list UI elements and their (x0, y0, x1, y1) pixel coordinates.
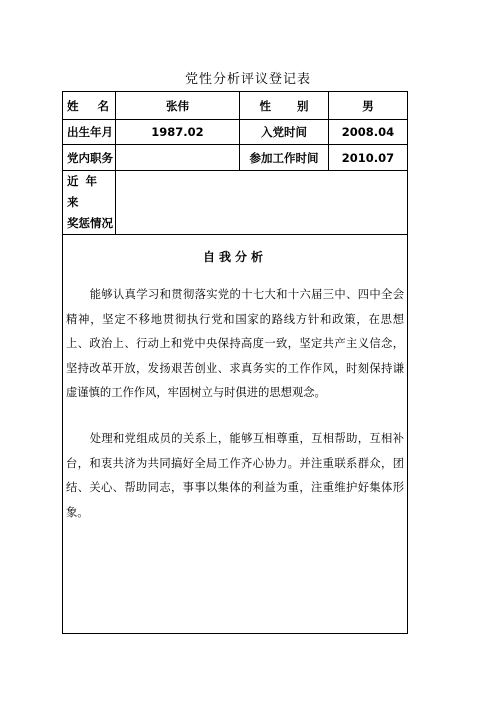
name-label-char-2: 名 (97, 98, 109, 113)
party-post-label: 党内职务 (63, 145, 116, 170)
document-title: 党性分析评议登记表 (184, 72, 311, 87)
party-post-value[interactable] (116, 145, 240, 170)
name-value[interactable]: 张伟 (116, 92, 240, 119)
registration-form (62, 91, 408, 634)
join-party-value[interactable]: 2008.04 (341, 125, 395, 139)
row-awards (63, 171, 407, 235)
row-birth-join (63, 120, 407, 145)
gender-label (240, 92, 329, 119)
gender-value[interactable]: 男 (362, 98, 374, 113)
work-start-label: 参加工作时间 (240, 145, 329, 170)
row-name-gender (63, 92, 407, 120)
birth-label: 出生年月 (63, 120, 116, 144)
self-analysis-paragraph-1: 能够认真学习和贯彻落实党的十七大和十六届三中、四中全会精神，坚定不移地贯彻执行党和国家的路线方针和政策，在思想上、政治上、行动上和党中央保持高度一致，坚定共产主义信念，坚持改革开放，发扬艰苦创业、求真务实的工作作风，时刻保持谦虚谨慎的工作作风，牢固树立与时俱进的思想观念。 (66, 288, 404, 399)
self-analysis-heading: 自我分析 (202, 250, 267, 264)
awards-label (63, 171, 116, 234)
awards-label-line-1: 近年来 (67, 174, 104, 209)
birth-value[interactable]: 1987.02 (116, 120, 240, 144)
awards-value[interactable] (116, 171, 407, 234)
gender-label-char-1: 性 (259, 98, 271, 113)
work-start-value[interactable]: 2010.07 (341, 150, 395, 165)
row-post-work (63, 145, 407, 171)
name-label-char-1: 姓 (67, 98, 79, 113)
awards-label-line-2: 奖惩情况 (67, 216, 113, 230)
gender-label-char-2: 别 (297, 98, 309, 113)
name-label (63, 92, 116, 119)
self-analysis-paragraph-2: 处理和党组成员的关系上，能够互相尊重，互相帮助，互相补台，和衷共济为共同搞好全局工作齐心协力。并注重联系群众，团结、关心、帮助同志，事事以集体的利益为重，注重维护好集体形象。 (66, 432, 404, 519)
join-party-label: 入党时间 (240, 120, 329, 144)
